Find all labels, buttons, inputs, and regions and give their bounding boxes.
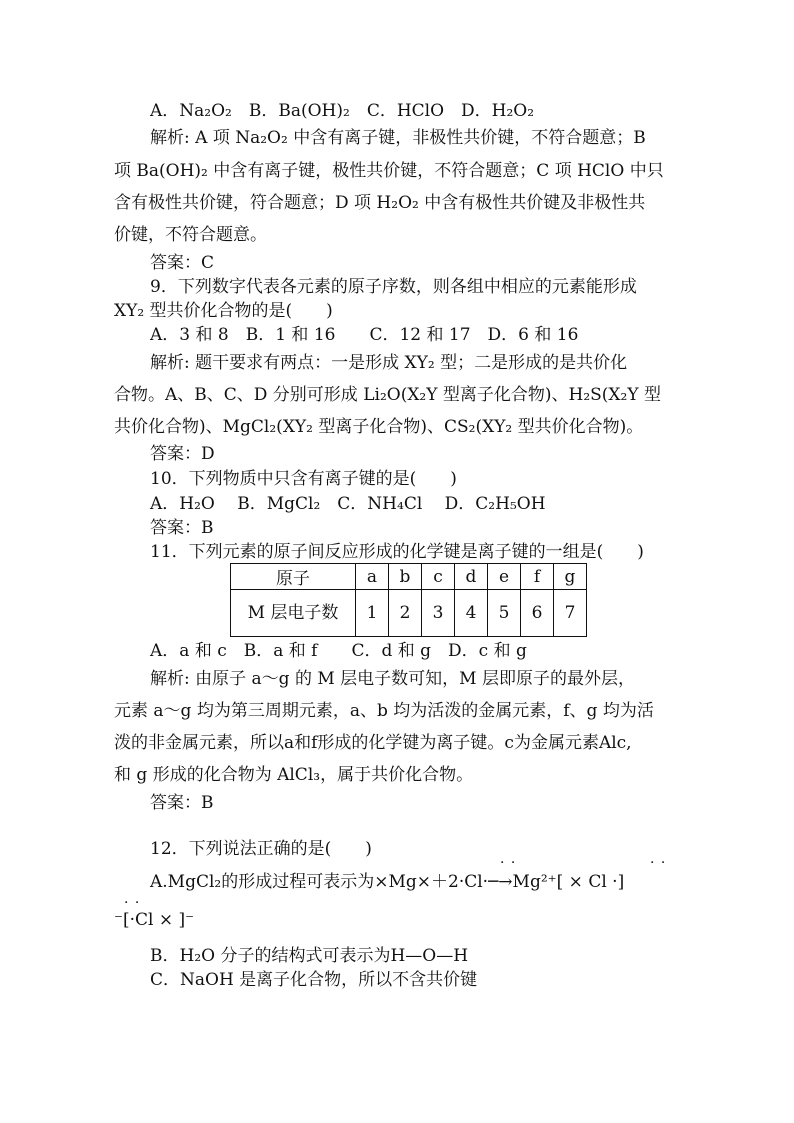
q8-analysis-line2: 项 Ba(OH)₂ 中含有离子键，极性共价键，不符合题意；C 项 HClO 中只 [114,161,664,181]
analysis-label: 解析: [150,128,190,148]
q8-analysis-line4: 价键，不符合题意。 [114,225,267,245]
q8-options: A．Na₂O₂ B．Ba(OH)₂ C．HClO D．H₂O₂ [150,101,535,121]
electron-table [230,563,587,637]
q10-answer: 答案：B [150,518,214,538]
electron-dots: · · [500,855,517,871]
q11-analysis-line3: 泼的非金属元素，所以a和f形成的化学键为离子键。c为金属元素Alc, [114,733,632,753]
q12-option-b: B．H₂O 分子的结构式可表示为H—O—H [150,946,469,966]
table-row: M 层电子数 1 2 3 4 5 6 7 [231,590,587,637]
q12-stem: 12．下列说法正确的是( ) [150,839,372,859]
q9-stem-line1: 9．下列数字代表各元素的原子序数，则各组中相应的元素能形成 [150,277,637,297]
q10-stem: 10．下列物质中只含有离子键的是( ) [150,469,457,489]
electron-dots: · · [650,855,667,871]
table-row: 原子 a b c d e f g [231,564,587,590]
q9-analysis-line3: 共价化合物)、MgCl₂(XY₂ 型离子化合物)、CS₂(XY₂ 型共价化合物)。 [114,417,644,437]
q11-analysis-line1: 解析: 由原子 a～g 的 M 层电子数可知，M 层即原子的最外层， [150,669,635,689]
q12-option-c: C．NaOH 是离子化合物，所以不含共价键 [150,970,478,990]
q9-analysis-line1: 解析: 题干要求有两点：一是形成 XY₂ 型；二是形成的是共价化 [150,353,628,373]
q11-analysis-line2: 元素 a～g 均为第三周期元素，a、b 均为活泼的金属元素，f、g 均为活 [114,701,654,721]
q9-analysis-line2: 合物。A、B、C、D 分别可形成 Li₂O(X₂Y 型离子化合物)、H₂S(X₂Y 型 [114,385,661,405]
q8-analysis-line3: 含有极性共价键，符合题意；D 项 H₂O₂ 中含有极性共价键及非极性共 [114,193,646,213]
q10-options: A．H₂O B．MgCl₂ C．NH₄Cl D．C₂H₅OH [150,494,546,514]
q9-options: A．3 和 8 B．1 和 16 C．12 和 17 D．6 和 16 [150,325,579,345]
q12-option-a-cont: ⁻[·Cl × ]⁻ [114,910,195,930]
q8-analysis-line1: 解析: A 项 Na₂O₂ 中含有离子键，非极性共价键，不符合题意；B [150,128,646,148]
q8-answer: 答案：C [150,253,215,273]
q9-stem-line2: XY₂ 型共价化合物的是( ) [114,301,333,321]
q9-answer: 答案：D [150,444,215,464]
q11-answer: 答案：B [150,793,214,813]
q11-analysis-line4: 和 g 形成的化合物为 AlCl₃，属于共价化合物。 [114,765,474,785]
electron-dots: · · [124,895,141,911]
q12-option-a: A.MgCl₂的形成过程可表示为×Mg×＋2·Cl·─→Mg²⁺[ × Cl ·] [150,872,625,892]
q11-options: A．a 和 c B．a 和 f C．d 和 g D．c 和 g [150,641,527,661]
q11-stem: 11．下列元素的原子间反应形成的化学键是离子键的一组是( ) [150,542,644,562]
